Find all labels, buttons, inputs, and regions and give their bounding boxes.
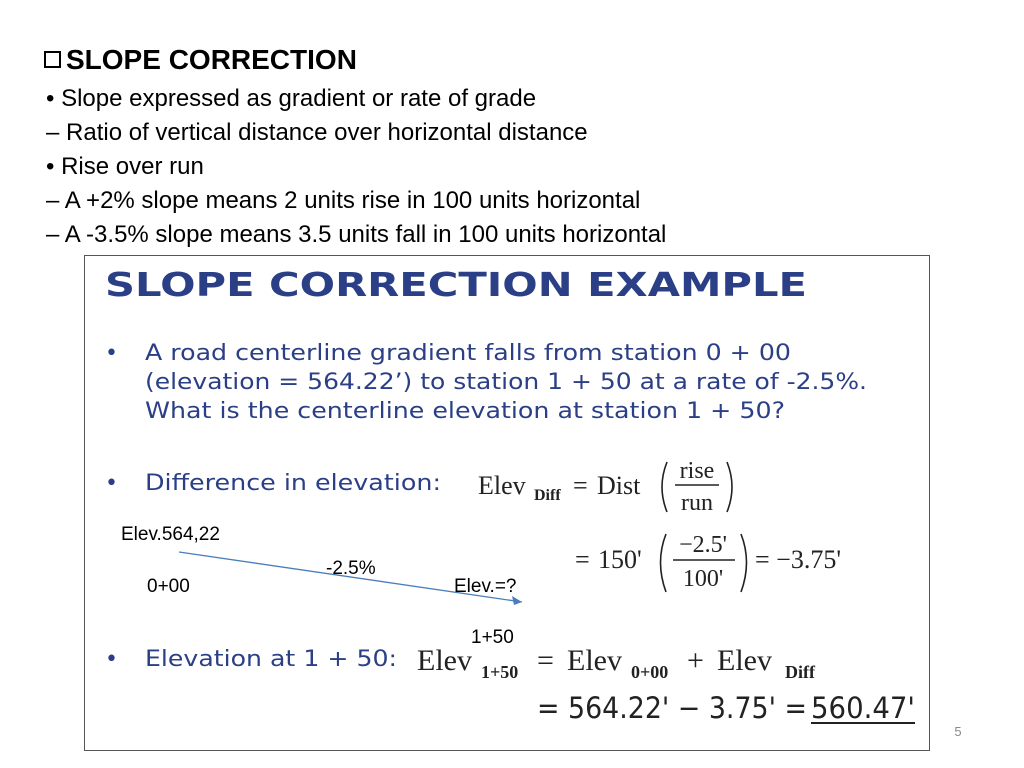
- problem-line: What is the centerline elevation at station 1 + 50?: [145, 399, 785, 424]
- formula-operator: =: [573, 471, 588, 500]
- bullet-marker: •: [46, 85, 55, 112]
- left-paren: [662, 462, 667, 512]
- formula-result: = −3.75': [755, 545, 842, 574]
- start-elevation-label: Elev.564,22: [121, 524, 220, 545]
- formula-term: Dist: [597, 471, 641, 500]
- formula-denominator: 100': [682, 566, 724, 592]
- sub-bullet-item: [46, 184, 666, 218]
- formula-subscript: 0+00: [631, 662, 669, 682]
- formula-numerator: −2.5': [679, 532, 727, 558]
- checkbox-square-icon: [44, 51, 61, 68]
- formula-expression: = 564.22' − 3.75' =: [537, 691, 807, 725]
- bullet-text: A +2% slope means 2 units rise in 100 units horizontal: [64, 187, 641, 214]
- formula-term: Elev: [717, 644, 772, 677]
- slide-heading: [44, 43, 357, 77]
- end-elevation-label: Elev.=?: [454, 576, 517, 597]
- example-title: SLOPE CORRECTION EXAMPLE: [105, 265, 807, 304]
- formula-term: Elev: [567, 644, 622, 677]
- formula-numerator: rise: [679, 458, 715, 484]
- elevation-label: Elevation at 1 + 50:: [145, 647, 397, 672]
- bullet-marker: •: [105, 341, 118, 366]
- sub-bullet-item: [46, 116, 666, 150]
- problem-line: A road centerline gradient falls from station 0 + 00: [145, 341, 791, 366]
- formula-denominator: run: [681, 490, 713, 516]
- bullet-text: A -3.5% slope means 3.5 units fall in 100 units horizontal: [64, 221, 667, 248]
- formula-term: Elev: [417, 644, 472, 677]
- formula-term: 150': [598, 545, 642, 574]
- problem-line: (elevation = 564.22’) to station 1 + 50 at a rate of -2.5%.: [145, 370, 867, 395]
- bullet-marker: •: [105, 471, 118, 496]
- formula-subscript: Diff: [534, 487, 561, 504]
- bullet-marker: –: [46, 221, 60, 248]
- bullet-marker: •: [46, 153, 55, 180]
- end-station-label: 1+50: [471, 627, 514, 648]
- formula-operator: =: [537, 644, 554, 677]
- grade-label: -2.5%: [326, 558, 376, 579]
- formula-operator: =: [575, 545, 590, 574]
- bullet-text: Rise over run: [61, 153, 204, 180]
- right-paren: [727, 462, 732, 512]
- formula-subscript: Diff: [785, 662, 815, 682]
- grade-arrowhead: [512, 596, 522, 605]
- formula-computation: [575, 532, 841, 592]
- final-answer: 560.47': [811, 691, 915, 725]
- right-paren: [741, 534, 747, 592]
- example-figure-svg: [85, 256, 929, 750]
- bullet-marker: –: [46, 187, 60, 214]
- bullet-marker: –: [46, 119, 60, 146]
- example-figure: [84, 255, 930, 751]
- formula-difference: [478, 458, 732, 516]
- start-station-label: 0+00: [147, 576, 190, 597]
- difference-label: Difference in elevation:: [145, 471, 441, 496]
- bullet-item: [46, 150, 666, 184]
- sub-bullet-item: [46, 218, 666, 252]
- formula-elevation: [417, 644, 816, 682]
- formula-subscript: 1+50: [481, 662, 519, 682]
- formula-term: Elev: [478, 471, 526, 500]
- bullet-list: [46, 82, 666, 252]
- slide-heading-text: SLOPE CORRECTION: [66, 44, 357, 75]
- bullet-item: [46, 82, 666, 116]
- page-number: 5: [954, 724, 962, 739]
- left-paren: [661, 534, 667, 592]
- bullet-text: Ratio of vertical distance over horizontal distance: [66, 119, 588, 146]
- formula-operator: +: [687, 644, 704, 677]
- bullet-text: Slope expressed as gradient or rate of grade: [61, 85, 537, 112]
- slope-sketch: [121, 524, 522, 648]
- formula-result-line: [537, 691, 915, 725]
- bullet-marker: •: [105, 647, 118, 672]
